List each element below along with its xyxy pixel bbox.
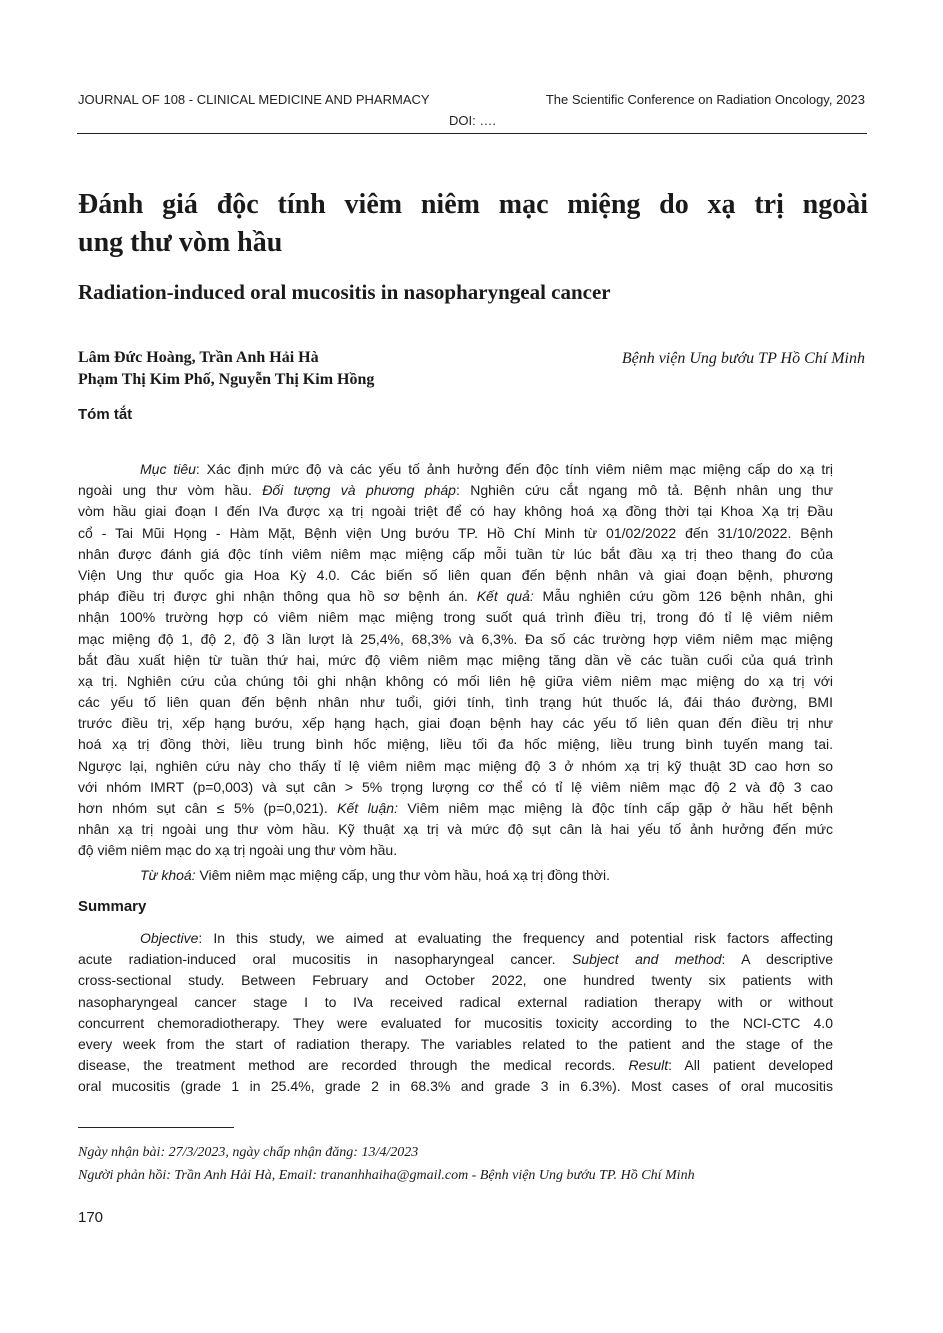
text-line <box>78 501 833 522</box>
text-segment: Objective <box>140 930 199 946</box>
text-segment: : Nghiên cứu cắt ngang mô tả. Bệnh nhân ung thư <box>455 482 833 499</box>
text-line <box>78 734 833 755</box>
text-line <box>78 1055 833 1076</box>
text-line <box>78 756 833 777</box>
keywords-label: Từ khoá: <box>140 867 196 883</box>
text-segment: cổ - Tai Mũi Họng - Hàm Mặt, Bệnh viện Ung bướu TP. Hồ Chí Minh từ 01/02/2022 đến 31/10/2022. Bệnh <box>78 524 833 541</box>
authors <box>78 347 374 391</box>
text-segment: hoá xạ trị đồng thời, liều trung bình hốc miệng, liều tối đa hốc miệng, liều trung bình tuyến mang tai. <box>78 736 833 753</box>
title-english: Radiation-induced oral mucositis in nasopharyngeal cancer <box>78 280 611 304</box>
text-segment: concurrent chemoradiotherapy. They were evaluated for mucositis toxicity according to the NCI-CTC 4.0 <box>78 1014 833 1031</box>
affiliation: Bệnh viện Ung bướu TP Hồ Chí Minh <box>621 350 865 367</box>
text-line <box>78 819 833 840</box>
text-segment: các yếu tố liên quan đến bệnh nhân như tuổi, giới tính, tình trạng hút thuốc lá, đái tháo đường, BMI <box>78 694 833 711</box>
text-segment: Đối tượng và phương pháp <box>262 482 456 499</box>
page-number: 170 <box>78 1209 104 1226</box>
text-segment: : Xác định mức độ và các yếu tố ảnh hưởng đến độc tính viêm niêm mạc miệng cấp do xạ trị <box>195 461 833 477</box>
text-segment: nhận 100% trường hợp có viêm niêm mạc miệng trong suốt quá trình điều trị, trong đó tỉ lệ viêm niêm <box>78 609 833 626</box>
footnote-received: Ngày nhận bài: 27/3/2023, ngày chấp nhận đăng: 13/4/2023 <box>78 1145 419 1160</box>
keywords-text: Viêm niêm mạc miệng cấp, ung thư vòm hầu, hoá xạ trị đồng thời. <box>195 867 610 883</box>
text-line <box>78 928 833 949</box>
text-segment: pháp điều trị được ghi nhận thông qua hồ sơ bệnh án. <box>78 588 477 605</box>
footnote-divider <box>78 1127 234 1128</box>
text-segment: ngoài ung thư vòm hầu. <box>78 482 263 499</box>
text-segment: xạ trị. Nghiên cứu của chúng tôi ghi nhận không có mối liên hệ giữa viêm niêm mạc miệng do xạ trị với <box>78 672 833 689</box>
header-divider <box>77 133 867 134</box>
text-line <box>78 565 833 586</box>
footnote-correspondence: Người phản hồi: Trần Anh Hải Hà, Email: trananhhaiha@gmail.com - Bệnh viện Ung bướu TP. Hồ Chí Minh <box>78 1168 695 1183</box>
text-segment: Viện Ung thư quốc gia Hoa Kỳ 4.0. Các biến số liên quan đến bệnh nhân và giai đoạn bệnh, phương <box>78 566 833 583</box>
text-segment: every week from the start of radiation therapy. The variables related to the patient and the stage of the <box>78 1035 833 1052</box>
text-line <box>78 650 833 671</box>
text-segment: oral mucositis (grade 1 in 25.4%, grade 2 in 68.3% and grade 3 in 6.3%). Most cases of oral mucositis <box>78 1078 833 1095</box>
abstract-vietnamese <box>78 459 833 862</box>
keywords <box>78 865 833 886</box>
text-line <box>78 798 833 819</box>
text-segment: Viêm niêm mạc miệng là độc tính cấp gặp ở hầu hết bệnh <box>397 800 834 816</box>
text-segment: : All patient developed <box>668 1057 833 1074</box>
text-segment: bắt đầu xuất hiện từ tuần thứ hai, mức độ viêm niêm mạc miệng tăng dần về các tuần cuối của quá trình <box>78 651 833 668</box>
text-line <box>78 949 833 970</box>
title-line-2: ung thư vòm hầu <box>78 227 283 258</box>
text-segment: Result <box>628 1057 669 1074</box>
text-segment: acute radiation-induced oral mucositis in nasopharyngeal cancer. <box>78 951 572 968</box>
text-segment: mạc miệng độ 1, độ 2, độ 3 lần lượt là 25,4%, 68,3% và 6,3%. Đa số các trường hợp viêm niêm mạc miệng <box>78 630 833 647</box>
text-line <box>78 607 833 628</box>
journal-name: JOURNAL OF 108 - CLINICAL MEDICINE AND PHARMACY <box>78 92 430 107</box>
text-segment: Subject and method <box>571 951 722 968</box>
text-segment: nhân xạ trị ngoài ung thư vòm hầu. Kỹ thuật xạ trị và mức độ sụt cân là hai yếu tố ảnh hưởng đến mức <box>78 821 833 838</box>
conference-name: The Scientific Conference on Radiation Oncology, 2023 <box>545 92 865 107</box>
text-line <box>78 840 833 861</box>
text-segment: nasopharyngeal cancer stage I to IVa received radical external radiation therapy with or without <box>78 993 833 1010</box>
text-segment: Ngược lại, nghiên cứu này cho thấy tỉ lệ viêm niêm mạc miệng độ 3 ở nhóm xạ trị kỹ thuật 3D cao hơn so <box>78 757 833 774</box>
abstract-heading: Tóm tắt <box>78 406 133 423</box>
text-segment: trước điều trị, xếp hạng bướu, xếp hạng hạch, giai đoạn bệnh hay các yếu tố liên quan đến điều trị như <box>78 715 833 732</box>
authors-line-1: Lâm Đức Hoàng, Trần Anh Hải Hà <box>78 349 319 366</box>
text-line <box>78 1076 833 1097</box>
text-line <box>78 544 833 565</box>
text-segment: cross-sectional study. Between February and October 2022, one hundred twenty six patients with <box>78 972 833 989</box>
text-segment: hơn nhóm sụt cân ≤ 5% (p=0,021). <box>78 800 338 816</box>
text-segment: vòm hầu giai đoạn I đến IVa được xạ trị ngoài triệt để có hay không hoá xạ đồng thời tại Khoa Xạ trị Đầu <box>78 503 833 520</box>
text-line <box>78 1034 833 1055</box>
text-line <box>78 692 833 713</box>
text-line <box>78 713 833 734</box>
keywords-line <box>78 865 833 886</box>
title-line-1: Đánh giá độc tính viêm niêm mạc miệng do xạ trị ngoài <box>78 189 868 220</box>
summary-heading: Summary <box>78 898 147 915</box>
text-line <box>78 459 833 480</box>
text-segment: disease, the treatment method are recorded through the medical records. <box>78 1057 629 1074</box>
text-line <box>78 777 833 798</box>
text-segment: Kết quả: <box>476 588 534 605</box>
text-line <box>78 970 833 991</box>
doi: DOI: …. <box>449 113 496 128</box>
summary-english <box>78 928 833 1098</box>
text-segment: Mục tiêu <box>140 461 196 477</box>
text-segment: độ viêm niêm mạc do xạ trị ngoài ung thư vòm hầu. <box>78 842 398 859</box>
text-segment: Kết luận: <box>337 800 398 816</box>
text-line <box>78 671 833 692</box>
text-line <box>78 1013 833 1034</box>
authors-line-2: Phạm Thị Kim Phố, Nguyễn Thị Kim Hồng <box>78 371 375 388</box>
title-vietnamese <box>78 186 868 262</box>
text-segment: nhân được đánh giá độc tính viêm niêm mạc miệng cấp mỗi tuần từ lúc bắt đầu xạ trị theo thang đo của <box>78 545 833 562</box>
text-line <box>78 480 833 501</box>
text-line <box>78 586 833 607</box>
text-line <box>78 523 833 544</box>
text-line <box>78 629 833 650</box>
text-line <box>78 992 833 1013</box>
text-segment: : In this study, we aimed at evaluating the frequency and potential risk factors affecting <box>198 930 833 946</box>
text-segment: Mẫu nghiên cứu gồm 126 bệnh nhân, ghi <box>533 588 833 605</box>
text-segment: : A descriptive <box>721 951 833 968</box>
text-segment: với nhóm IMRT (p=0,003) và sụt cân > 5% trọng lượng cơ thể có tỉ lệ viêm niêm mạc độ 2 và độ 3 cao <box>78 778 833 795</box>
